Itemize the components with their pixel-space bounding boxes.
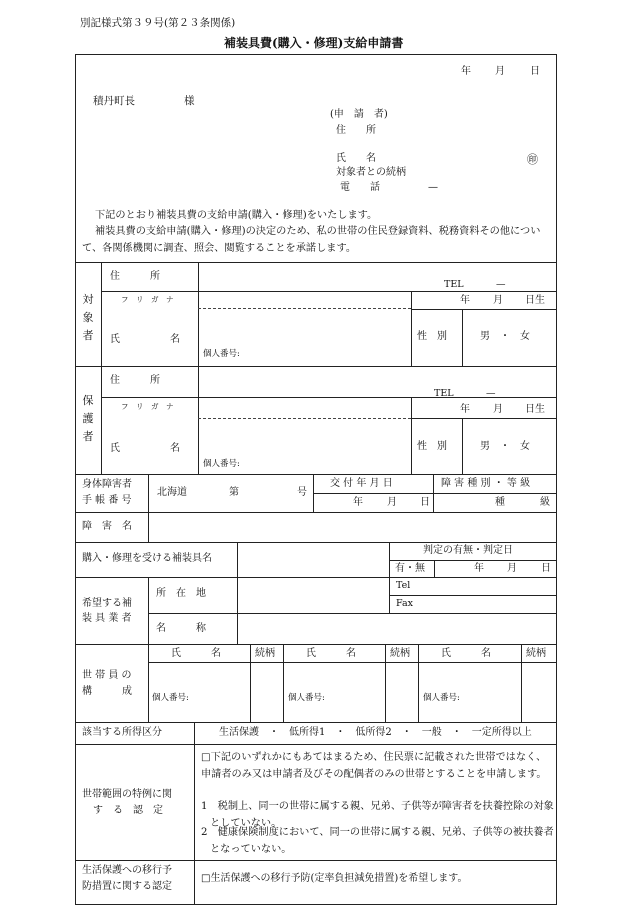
handbook-issue-label: 交 付 年 月 日 <box>330 478 393 489</box>
guardian-birth-year: 年 <box>460 404 470 415</box>
rule <box>148 613 557 614</box>
rule <box>385 644 386 722</box>
handbook-issue-month: 月 <box>387 497 397 508</box>
special-household-condition-1: 1 税制上、同一の世帯に属する親、兄弟、子供等が障害者を扶養控除の対象としていない。 <box>201 801 554 829</box>
rule <box>194 744 195 905</box>
handbook-label-line1: 身体障害者 <box>82 479 132 490</box>
subject-sex-options: 男 ・ 女 <box>480 331 530 342</box>
rule <box>237 577 238 644</box>
household-label-line2: 構 成 <box>82 686 132 697</box>
transition-label-line1: 生活保護への移行予 <box>82 865 172 876</box>
special-household-condition-2: 2 健康保険制度において、同一の世帯に属する親、兄弟、子供等の被扶養者となっていない。 <box>201 827 554 855</box>
subject-birth-month: 月 <box>493 295 503 306</box>
judgement-month: 月 <box>507 563 517 574</box>
rule <box>434 560 435 577</box>
rule <box>148 662 557 663</box>
guardian-tel-label: TEL <box>434 388 454 399</box>
subject-furigana-label: フ リ ガ ナ <box>121 295 174 304</box>
household-relation-header: 続柄 <box>255 648 275 659</box>
guardian-address-label: 住 所 <box>110 375 160 386</box>
subject-name-label: 氏 名 <box>110 334 180 345</box>
household-name-header: 氏 名 <box>441 648 491 659</box>
special-household-label-line2: す る 認 定 <box>93 805 163 816</box>
vendor-label-line2: 装 具 業 者 <box>82 613 132 624</box>
handbook-prefecture: 北海道 <box>157 487 187 498</box>
rule <box>75 860 557 861</box>
addressee-honorific: 様 <box>184 95 195 107</box>
form-title: 補装具費(購入・修理)支給申請書 <box>224 36 404 50</box>
household-personal-number-label: 個人番号: <box>288 693 325 703</box>
vendor-name-label: 名 称 <box>156 623 206 634</box>
household-label-line1: 世 帯 員 の <box>82 670 132 681</box>
rule <box>521 644 522 722</box>
rule <box>411 397 412 474</box>
guardian-birth-suffix: 日生 <box>525 404 545 415</box>
transition-statement: □生活保護への移行予防(定率負担減免措置)を希望します。 <box>201 873 468 884</box>
rule <box>75 542 557 543</box>
rule <box>237 542 238 577</box>
applicant-address-label: 住 所 <box>336 125 376 136</box>
subject-tel-dash: — <box>496 279 506 290</box>
handbook-issue-day: 日 <box>420 497 430 508</box>
rule <box>75 262 557 263</box>
subject-address-label: 住 所 <box>110 271 160 282</box>
subject-tel-label: TEL <box>444 279 464 290</box>
rule <box>411 309 557 310</box>
guardian-furigana-label: フ リ ガ ナ <box>121 402 174 411</box>
applicant-phone-dash: — <box>428 182 438 193</box>
income-category-options: 生活保護 ・ 低所得1 ・ 低所得2 ・ 一般 ・ 一定所得以上 <box>219 727 532 738</box>
guardian-sex-label: 性 別 <box>417 441 447 452</box>
handbook-dai: 第 <box>229 487 239 498</box>
guardian-personal-number-label: 個人番号: <box>203 459 240 469</box>
household-relation-header: 続柄 <box>526 648 546 659</box>
guardian-sex-options: 男 ・ 女 <box>480 441 530 452</box>
income-category-label: 該当する所得区分 <box>82 727 162 738</box>
guardian-birth-month: 月 <box>493 404 503 415</box>
rule <box>250 644 251 722</box>
applicant-relation-label: 対象者との続柄 <box>336 167 406 178</box>
addressee: 積丹町長 <box>93 95 135 107</box>
judgement-day: 日 <box>541 563 551 574</box>
rule <box>75 722 557 723</box>
rule <box>283 644 284 722</box>
applicant-phone-label: 電 話 <box>340 182 380 193</box>
rule <box>194 722 195 744</box>
rule <box>411 418 557 419</box>
applicant-heading: (申 請 者) <box>330 109 388 120</box>
rule <box>148 577 149 644</box>
household-relation-header: 続柄 <box>390 648 410 659</box>
judgement-year: 年 <box>474 563 484 574</box>
handbook-type-grade: 級 <box>540 497 550 508</box>
consent-statement: 補装具費の支給申請(購入・修理)の決定のため、私の世帯の住民登録資料、税務資料その他について、各関係機関に調査、照会、閲覧することを承諾します。 <box>82 226 541 254</box>
rule <box>148 644 149 722</box>
vendor-location-label: 所 在 地 <box>156 588 206 599</box>
subject-birth-year: 年 <box>460 295 470 306</box>
guardian-tel-dash: — <box>486 388 496 399</box>
handbook-type-kind: 種 <box>495 497 505 508</box>
rule <box>389 560 557 561</box>
vendor-tel-label: Tel <box>396 580 411 591</box>
guardian-name-label: 氏 名 <box>110 443 180 454</box>
special-household-label-line1: 世帯範囲の特例に関 <box>82 789 172 800</box>
household-personal-number-label: 個人番号: <box>152 693 189 703</box>
transition-label-line2: 防措置に関する認定 <box>82 881 172 892</box>
rule <box>101 291 557 292</box>
subject-birth-suffix: 日生 <box>525 295 545 306</box>
handbook-go: 号 <box>297 487 307 498</box>
vendor-fax-label: Fax <box>396 598 413 609</box>
vendor-label-line1: 希望する補 <box>82 598 132 609</box>
judgement-label: 判定の有無・判定日 <box>423 545 513 556</box>
rule <box>198 262 199 474</box>
rule <box>418 644 419 722</box>
seal-mark: ㊞ <box>527 153 538 166</box>
rule <box>101 262 102 474</box>
rule <box>411 291 412 366</box>
date-month-label: 月 <box>495 66 505 77</box>
request-statement: 下記のとおり補装具費の支給申請(購入・修理)をいたします。 <box>95 210 378 221</box>
device-name-label: 購入・修理を受ける補装具名 <box>82 553 212 564</box>
date-day-label: 日 <box>530 66 540 77</box>
household-name-header: 氏 名 <box>171 648 221 659</box>
disability-name-label: 障 害 名 <box>82 521 132 532</box>
rule <box>148 512 149 542</box>
rule <box>75 366 557 367</box>
handbook-label-line2: 手 帳 番 号 <box>82 495 132 506</box>
judgement-options: 有・無 <box>395 563 425 574</box>
household-name-header: 氏 名 <box>306 648 356 659</box>
applicant-name-label: 氏 名 <box>336 153 376 164</box>
special-household-statement: □下記のいずれかにもあてはまるため、住民票に記載された世帯ではなく、申請者のみ又は申請者及びその配偶者のみの世帯とすることを申請します。 <box>201 752 547 780</box>
rule <box>462 309 463 366</box>
rule <box>389 577 390 613</box>
rule <box>198 308 411 309</box>
subject-section-label: 対象者 <box>82 293 94 342</box>
rule <box>198 418 411 419</box>
guardian-section-label: 保護者 <box>82 394 94 443</box>
date-year-label: 年 <box>461 66 471 77</box>
rule <box>148 474 149 512</box>
rule <box>389 595 557 596</box>
form-number: 別記様式第３９号(第２３条関係) <box>80 17 236 29</box>
rule <box>75 744 557 745</box>
handbook-type-label: 障 害 種 別 ・ 等 級 <box>441 478 531 489</box>
subject-personal-number-label: 個人番号: <box>203 349 240 359</box>
household-personal-number-label: 個人番号: <box>423 693 460 703</box>
rule <box>313 493 557 494</box>
rule <box>462 418 463 474</box>
handbook-issue-year: 年 <box>353 497 363 508</box>
subject-sex-label: 性 別 <box>417 331 447 342</box>
